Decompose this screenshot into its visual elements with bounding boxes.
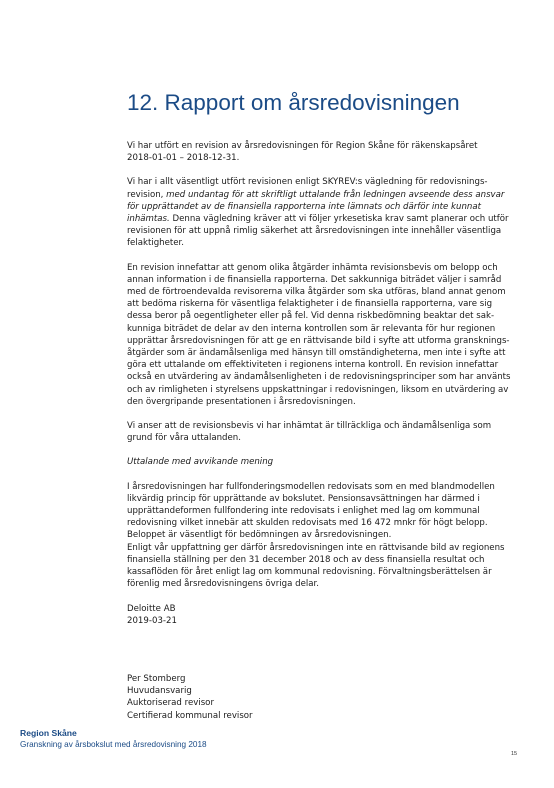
page-title: 12. Rapport om årsredovisningen	[127, 90, 460, 115]
text-line: grund för våra uttalanden.	[127, 433, 241, 444]
page-footer	[20, 728, 207, 750]
method-paragraph	[127, 262, 527, 408]
text-line: förenlig med årsredovisningens övriga delar.	[127, 579, 320, 590]
text-line: kunniga biträdet de delar av den interna kontrollen som är relevanta för hur regionen	[127, 323, 496, 334]
text-line: likvärdig princip för upprättande av bokslutet. Pensionsavsättningen har därmed i	[127, 493, 480, 504]
report-body	[127, 140, 527, 722]
text-line: revisionen för att uppnå rimlig säkerhet att årsredovisningen inte innehåller väsentliga	[127, 226, 502, 237]
text-line: för upprättandet av de finansiella rapporterna inte lämnats och därför inte kunnat	[127, 201, 482, 212]
text-line: den övergripande presentationen i årsredovisningen.	[127, 396, 356, 407]
section-subheading: Uttalande med avvikande mening	[127, 457, 274, 468]
signatory-role: Certifierad kommunal revisor	[127, 710, 253, 721]
evidence-paragraph	[127, 420, 527, 444]
text-line	[127, 189, 527, 201]
footer-document-title: Granskning av årsbokslut med årsredovisning 2018	[20, 740, 207, 749]
signoff-block	[127, 603, 527, 627]
text-line: Vi anser att de revisionsbevis vi har inhämtat är tillräckliga och ändamålsenliga som	[127, 421, 492, 432]
text-line: finansiella ställning per den 31 december 2018 och av dess finansiella resultat och	[127, 554, 485, 565]
italic-segment: med undantag för att skriftligt uttalande från ledningen avseende dess ansvar	[166, 189, 505, 200]
text-line: upprättar årsredovisningen för att ge en rättvisande bild i syfte att utforma gransknings-	[127, 335, 510, 346]
text-line: En revision innefattar att genom olika åtgärder inhämta revisionsbevis om belopp och	[127, 262, 498, 273]
text-line: Vi har utfört en revision av årsredovisningen för Region Skåne för räkenskapsåret	[127, 141, 478, 151]
text-line: Vi har i allt väsentligt utfört revisionen enligt SKYREV:s vägledning för redovisnings-	[127, 177, 488, 188]
text-line: Enligt vår uppfattning ger därför årsredovisningen inte en rättvisande bild av regionens	[127, 542, 505, 553]
scope-paragraph	[127, 176, 527, 249]
text-line: åtgärder som är ändamålsenliga med hänsyn till omständigheterna, men inte i syfte att	[127, 348, 506, 359]
text-line: Beloppet är väsentligt för bedömningen av årsredovisningen.	[127, 530, 392, 541]
signoff-date: 2019-03-21	[127, 615, 177, 626]
footer-organization: Region Skåne	[20, 728, 77, 738]
text-line: redovisning vilket innebär att skulden redovisats med 16 472 mnkr för högt belopp.	[127, 518, 488, 529]
signatory-role: Huvudansvarig	[127, 686, 192, 697]
text-line: felaktigheter.	[127, 238, 185, 249]
text-line: I årsredovisningen har fullfonderingsmodellen redovisats som en med blandmodellen	[127, 481, 495, 492]
text-line: med de förtroendevalda revisorerna vilka åtgärder som ska utföras, bland annat genom	[127, 287, 506, 298]
signatory-block	[127, 673, 527, 722]
intro-paragraph	[127, 140, 527, 164]
signatory-role: Auktoriserad revisor	[127, 698, 214, 709]
page-number: 15	[511, 751, 518, 757]
text-line: upprättandeformen fullfondering inte redovisats i enlighet med lag om kommunal	[127, 506, 480, 517]
italic-segment: inhämtas.	[127, 214, 170, 225]
text-segment: Denna vägledning kräver att vi följer yrkesetiska krav samt planerar och utför	[169, 214, 509, 225]
text-line: göra ett uttalande om effektiviteten i regionens interna kontroll. En revision innefattar	[127, 360, 499, 371]
auditor-firm: Deloitte AB	[127, 603, 176, 614]
text-line: och av rimligheten i styrelsens uppskattningar i redovisningen, liksom en utvärdering av	[127, 384, 509, 395]
text-segment: revision,	[127, 189, 167, 200]
text-line: annan information i de finansiella rapporterna. Det sakkunniga biträdet väljer i samråd	[127, 274, 502, 285]
text-line: kassaflöden för året enligt lag om kommunal redovisning. Förvaltningsberättelsen är	[127, 567, 492, 578]
text-line: 2018-01-01 – 2018-12-31.	[127, 153, 240, 164]
text-line: också en utvärdering av ändamålsenligheten i de redovisningsprinciper som har använts	[127, 372, 511, 383]
text-line: dessa beror på oegentligheter eller på fel. Vid denna riskbedömning beaktar det sak-	[127, 311, 495, 322]
text-line	[127, 213, 527, 225]
text-line: att bedöma riskerna för väsentliga felaktigheter i de finansiella rapporterna, vare sig	[127, 299, 493, 310]
signatory-name: Per Stomberg	[127, 673, 186, 684]
opinion-paragraph	[127, 481, 527, 591]
